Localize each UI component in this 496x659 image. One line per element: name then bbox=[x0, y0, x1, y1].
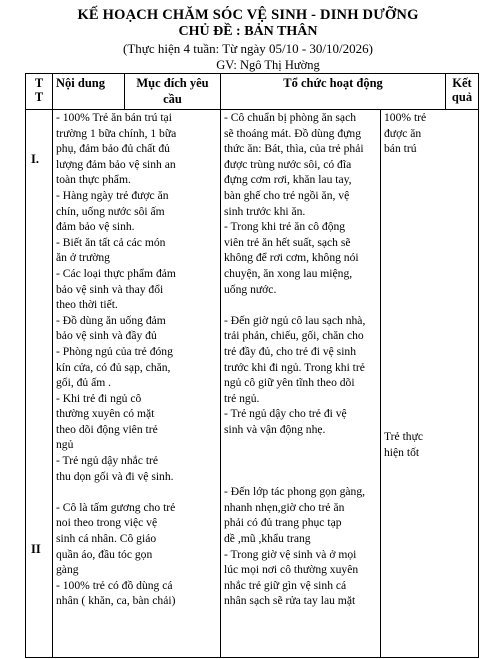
purpose-line: - 100% Trẻ ăn bán trú tại bbox=[56, 111, 172, 124]
purpose-line: trường 1 bữa chính, 1 bữa bbox=[56, 126, 177, 140]
organize-line bbox=[224, 453, 377, 469]
purpose-line: sinh cá nhân. Cô giáo bbox=[56, 532, 157, 546]
organize-line: uống nước. bbox=[224, 282, 277, 296]
purpose-line: - Biết ăn tất cả các món bbox=[56, 235, 166, 249]
result-mid bbox=[384, 429, 479, 460]
header-result bbox=[446, 74, 479, 110]
organize-line: nhanh nhẹn,giờ cho trẻ ăn bbox=[224, 500, 345, 514]
purpose-line: theo thời tiết. bbox=[56, 298, 118, 312]
organize-line: - Đến giờ ngủ cô lau sạch nhà, bbox=[224, 313, 366, 327]
purpose-line: lượng đảm bảo vệ sinh an bbox=[56, 157, 176, 171]
organize-line: dề ,mũ ,khẩu trang bbox=[224, 532, 311, 546]
header-purpose: Mục đích yêu cầu bbox=[125, 74, 221, 110]
purpose-line: - Cô là tấm gương cho trẻ bbox=[56, 500, 176, 514]
purpose-line: nhân ( khăn, ca, bàn chải) bbox=[56, 594, 176, 608]
result-line: được ăn bbox=[384, 126, 422, 140]
organize-line bbox=[224, 469, 377, 485]
organize-line: - Đến lớp tác phong gọn gàng, bbox=[224, 485, 366, 499]
result-line: bán trú bbox=[384, 142, 417, 156]
purpose-cell bbox=[53, 110, 221, 658]
organize-line: sẽ thoáng mát. Đồ dùng đựng bbox=[224, 126, 362, 140]
organize-line: nhân sạch sẽ rửa tay lau mặt bbox=[224, 594, 356, 608]
result-cell bbox=[381, 110, 479, 658]
organize-line: không để rơi cơm, không nói bbox=[224, 251, 359, 265]
result-top bbox=[384, 110, 475, 157]
purpose-line: thu dọn gối và đi vệ sinh. bbox=[56, 469, 174, 483]
theme-title: CHỦ ĐỀ : BẢN THÂN bbox=[178, 24, 318, 39]
header-result-line: Kết bbox=[452, 76, 472, 90]
result-line: Trẻ thực bbox=[384, 430, 424, 443]
organize-line: nhắc trẻ giữ gìn vệ sinh cá bbox=[224, 578, 347, 592]
header-stt-line: T bbox=[34, 90, 44, 104]
row-index-II: II bbox=[31, 542, 41, 556]
purpose-line: - Khi trẻ đi ngủ cô bbox=[56, 391, 142, 405]
organize-line: - Trẻ ngủ dậy cho trẻ đi vệ bbox=[224, 407, 347, 421]
purpose-line: bảo vệ sinh và thay đổi bbox=[56, 282, 164, 296]
purpose-line bbox=[56, 484, 217, 500]
organize-line: ngủ cô giữ yên tĩnh theo dõi bbox=[224, 376, 355, 390]
row-index-cell bbox=[26, 110, 53, 658]
purpose-line: - Hàng ngày trẻ được ăn bbox=[56, 188, 169, 202]
organize-line bbox=[224, 437, 377, 453]
organize-line: đựng cơm rơi, khăn lau tay, bbox=[224, 173, 352, 187]
organize-cell bbox=[221, 110, 381, 658]
purpose-line: bảo vệ sinh và đầy đủ bbox=[56, 329, 157, 343]
period-text: (Thực hiện 4 tuần: Từ ngày 05/10 - 30/10/2026) bbox=[123, 41, 373, 56]
organize-line: trải phản, chiếu, gối, chăn cho bbox=[224, 329, 364, 343]
header-stt-line: T bbox=[34, 76, 44, 90]
organize-line: trẻ đầy đủ, cho trẻ đi vệ sinh bbox=[224, 344, 357, 358]
organize-line: sinh và vận động nhẹ. bbox=[224, 422, 326, 436]
teacher-name: GV: Ngô Thị Hường bbox=[216, 58, 320, 72]
purpose-line: gàng bbox=[56, 563, 79, 577]
purpose-line: thường xuyên có mặt bbox=[56, 407, 155, 421]
purpose-line: - Phòng ngủ của trẻ đóng bbox=[56, 344, 173, 358]
purpose-line: - Trẻ ngủ dậy nhắc trẻ bbox=[56, 454, 159, 468]
organize-line bbox=[224, 297, 377, 313]
purpose-line: ngủ bbox=[56, 438, 74, 452]
organize-line: - Cô chuẩn bị phòng ăn sạch bbox=[224, 111, 357, 124]
table-row bbox=[26, 110, 479, 658]
care-plan-table bbox=[25, 73, 479, 658]
header-content: Nội dung bbox=[53, 74, 125, 110]
header-stt bbox=[26, 74, 53, 110]
purpose-line: quần áo, đầu tóc gọn bbox=[56, 547, 153, 561]
header-organize: Tổ chức hoạt động bbox=[221, 74, 446, 110]
organize-line: - Trong khi trẻ ăn cô động bbox=[224, 220, 346, 234]
purpose-line: kín cửa, có đủ sạp, chăn, bbox=[56, 360, 171, 374]
plan-title: KẾ HOẠCH CHĂM SÓC VỆ SINH - DINH DƯỠNG bbox=[77, 7, 419, 23]
purpose-line: đảm bảo vệ sinh. bbox=[56, 220, 135, 234]
organize-line: - Trong giờ vệ sinh và ở mọi bbox=[224, 547, 357, 561]
row-index-I: I. bbox=[31, 152, 39, 166]
purpose-line: - Các loại thực phẩm đảm bbox=[56, 266, 176, 280]
purpose-line: - 100% trẻ có đồ dùng cá bbox=[56, 578, 173, 592]
purpose-line: gối, đủ ấm . bbox=[56, 376, 112, 390]
purpose-line: toàn thực phẩm. bbox=[56, 173, 131, 187]
organize-line: thức ăn: Bát, thìa, của trẻ phải bbox=[224, 142, 364, 156]
organize-line: được trùng nước sôi, có đĩa bbox=[224, 157, 352, 171]
purpose-line: noi theo trong việc vệ bbox=[56, 516, 158, 530]
organize-line: bàn ghế cho trẻ ngồi ăn, vệ bbox=[224, 188, 350, 202]
purpose-line: - Đồ dùng ăn uống đảm bbox=[56, 313, 166, 327]
purpose-line: chín, uống nước sôi ấm bbox=[56, 204, 165, 218]
purpose-line: theo dõi động viên trẻ bbox=[56, 422, 158, 436]
result-line: hiện tốt bbox=[384, 445, 420, 459]
table-header-row bbox=[26, 74, 479, 110]
organize-line: viên trẻ ăn hết suất, sạch sẽ bbox=[224, 235, 351, 249]
purpose-line: ăn ở trường bbox=[56, 251, 110, 265]
result-line: 100% trẻ bbox=[384, 111, 427, 124]
header-result-line: quả bbox=[451, 90, 473, 104]
purpose-line: phụ, đảm bảo đủ chất đủ bbox=[56, 142, 170, 156]
organize-line: phải có đủ trang phục tạp bbox=[224, 516, 342, 530]
organize-line: trước khi đi ngủ. Trong khi trẻ bbox=[224, 360, 365, 374]
organize-line: chuyện, ăn xong lau miệng, bbox=[224, 266, 353, 280]
organize-line: trẻ ngủ. bbox=[224, 391, 260, 405]
organize-line: sinh trước khi ăn. bbox=[224, 204, 306, 218]
organize-line: lúc mọi nơi cô thường xuyên bbox=[224, 563, 359, 577]
